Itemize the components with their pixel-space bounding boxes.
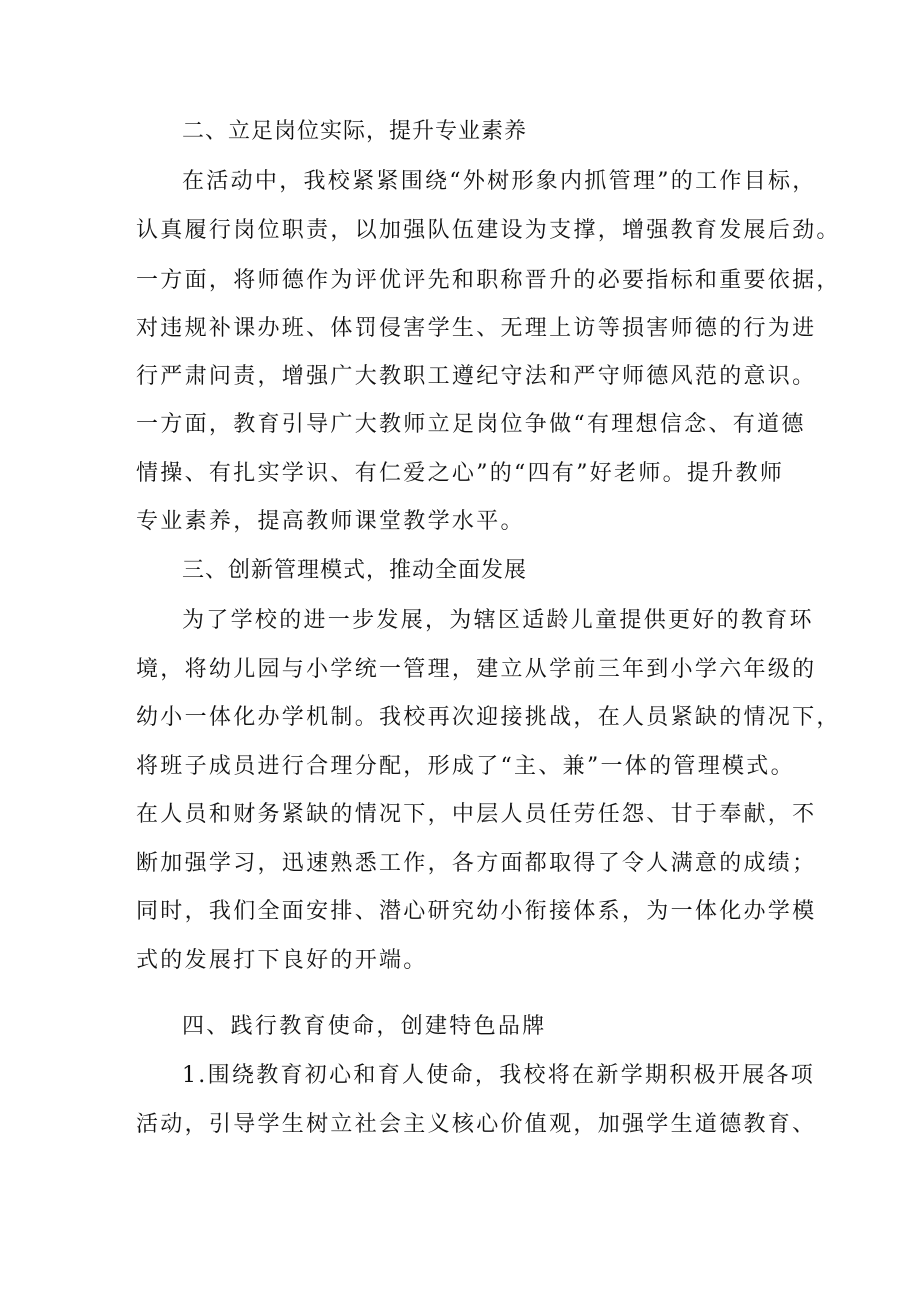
section-3-heading: 三、创新管理模式，推动全面发展 <box>182 558 528 583</box>
paragraph-line: 一方面，教育引导广大教师立足岗位争做“有理想信念、有道德 <box>136 412 806 437</box>
paragraph-line: 断加强学习，迅速熟悉工作，各方面都取得了令人满意的成绩； <box>136 851 817 876</box>
paragraph-line: 认真履行岗位职责，以加强队伍建设为支撑，增强教育发展后劲。 <box>136 218 841 243</box>
paragraph-line: 境，将幼儿园与小学统一管理，建立从学前三年到小学六年级的 <box>136 657 817 682</box>
paragraph-line: 一方面，将师德作为评优评先和职称晋升的必要指标和重要依据， <box>136 268 841 293</box>
paragraph-line: 活动，引导学生树立社会主义核心价值观，加强学生道德教育、 <box>136 1112 817 1137</box>
section-4-heading: 四、践行教育使命，创建特色品牌 <box>182 1014 547 1039</box>
paragraph-line: 将班子成员进行合理分配，形成了“主、兼”一体的管理模式。 <box>136 754 795 779</box>
paragraph-line: 在人员和财务紧缺的情况下，中层人员任劳任怨、甘于奉献，不 <box>136 802 817 827</box>
paragraph-line: 1.围绕教育初心和育人使命，我校将在新学期积极开展各项 <box>182 1063 816 1088</box>
paragraph-line: 专业素养，提高教师课堂教学水平。 <box>136 509 525 534</box>
section-2-heading: 二、立足岗位实际，提升专业素养 <box>182 119 528 144</box>
paragraph-line: 行严肃问责，增强广大教职工遵纪守法和严守师德风范的意识。 <box>136 364 817 389</box>
paragraph-line: 式的发展打下良好的开端。 <box>136 948 428 973</box>
paragraph-line: 情操、有扎实学识、有仁爱之心”的“四有”好老师。提升教师 <box>136 461 785 486</box>
paragraph-line: 同时，我们全面安排、潜心研究幼小衔接体系，为一体化办学模 <box>136 899 817 924</box>
paragraph-line: 对违规补课办班、体罚侵害学生、无理上访等损害师德的行为进 <box>136 316 817 341</box>
paragraph-line: 幼小一体化办学机制。我校再次迎接挑战，在人员紧缺的情况下， <box>136 705 841 730</box>
paragraph-line: 在活动中，我校紧紧围绕“外树形象内抓管理”的工作目标， <box>182 169 817 194</box>
paragraph-line: 为了学校的进一步发展，为辖区适龄儿童提供更好的教育环 <box>182 608 814 633</box>
